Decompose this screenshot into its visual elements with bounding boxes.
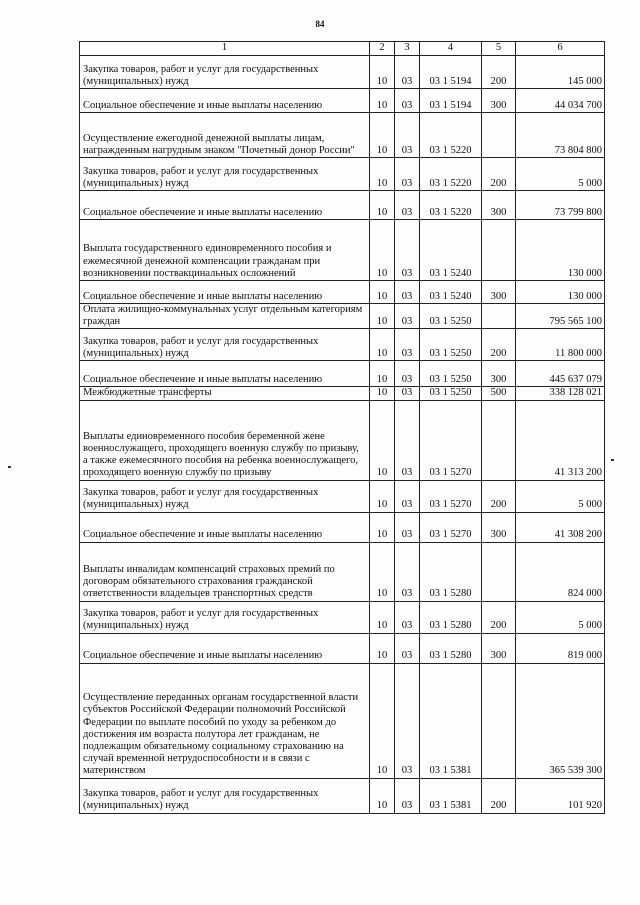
row-col-6: 5 000 bbox=[516, 480, 605, 512]
table-row bbox=[80, 329, 605, 361]
row-col-2: 10 bbox=[370, 633, 395, 663]
row-col-6: 101 920 bbox=[516, 778, 605, 813]
header-col-1: 1 bbox=[80, 42, 370, 56]
row-col-2: 10 bbox=[370, 220, 395, 281]
row-col-5: 300 bbox=[482, 361, 516, 387]
row-col-3: 03 bbox=[395, 387, 420, 400]
row-col-6: 41 313 200 bbox=[516, 400, 605, 480]
table-row bbox=[80, 89, 605, 113]
table-row bbox=[80, 56, 605, 89]
row-description: Закупка товаров, работ и услуг для государственных (муниципальных) нужд bbox=[80, 480, 370, 512]
row-description: Выплата государственного единовременного пособия и ежемесячной денежной компенсации гражданам при возникновении поствакцинальных осложнений bbox=[80, 220, 370, 281]
row-col-5: 200 bbox=[482, 778, 516, 813]
row-col-4: 03 1 5270 bbox=[420, 512, 482, 542]
table-row bbox=[80, 281, 605, 304]
row-col-3: 03 bbox=[395, 542, 420, 601]
row-col-3: 03 bbox=[395, 56, 420, 89]
row-col-2: 10 bbox=[370, 387, 395, 400]
row-col-2: 10 bbox=[370, 512, 395, 542]
header-col-5: 5 bbox=[482, 42, 516, 56]
table-row bbox=[80, 512, 605, 542]
row-col-2: 10 bbox=[370, 778, 395, 813]
row-description: Социальное обеспечение и иные выплаты населению bbox=[80, 191, 370, 220]
table-row bbox=[80, 158, 605, 191]
row-col-5: 200 bbox=[482, 480, 516, 512]
row-col-6: 11 800 000 bbox=[516, 329, 605, 361]
row-col-6: 130 000 bbox=[516, 220, 605, 281]
row-col-6: 819 000 bbox=[516, 633, 605, 663]
row-col-3: 03 bbox=[395, 400, 420, 480]
row-col-4: 03 1 5250 bbox=[420, 304, 482, 329]
row-col-6: 44 034 700 bbox=[516, 89, 605, 113]
row-col-4: 03 1 5250 bbox=[420, 361, 482, 387]
table-row bbox=[80, 663, 605, 778]
row-col-2: 10 bbox=[370, 281, 395, 304]
row-col-3: 03 bbox=[395, 480, 420, 512]
header-col-4: 4 bbox=[420, 42, 482, 56]
budget-table-container bbox=[79, 41, 605, 814]
row-col-5 bbox=[482, 542, 516, 601]
row-col-2: 10 bbox=[370, 89, 395, 113]
header-col-6: 6 bbox=[516, 42, 605, 56]
row-description: Выплаты инвалидам компенсаций страховых премий по договорам обязательного страхования гражданской ответственности владельцев транспортных средств bbox=[80, 542, 370, 601]
budget-table bbox=[79, 41, 605, 814]
table-row bbox=[80, 361, 605, 387]
page-number: 84 bbox=[315, 19, 325, 29]
row-col-5 bbox=[482, 113, 516, 158]
row-col-3: 03 bbox=[395, 89, 420, 113]
row-col-4: 03 1 5280 bbox=[420, 601, 482, 633]
row-col-4: 03 1 5270 bbox=[420, 400, 482, 480]
row-col-3: 03 bbox=[395, 778, 420, 813]
row-col-4: 03 1 5280 bbox=[420, 542, 482, 601]
row-col-2: 10 bbox=[370, 663, 395, 778]
row-col-4: 03 1 5220 bbox=[420, 191, 482, 220]
header-col-3: 3 bbox=[395, 42, 420, 56]
row-col-4: 03 1 5270 bbox=[420, 480, 482, 512]
row-col-4: 03 1 5240 bbox=[420, 220, 482, 281]
row-col-3: 03 bbox=[395, 220, 420, 281]
row-description: Закупка товаров, работ и услуг для государственных (муниципальных) нужд bbox=[80, 158, 370, 191]
row-col-5: 200 bbox=[482, 158, 516, 191]
row-col-2: 10 bbox=[370, 158, 395, 191]
table-row bbox=[80, 601, 605, 633]
row-col-6: 5 000 bbox=[516, 158, 605, 191]
row-col-6: 73 799 800 bbox=[516, 191, 605, 220]
row-col-6: 795 565 100 bbox=[516, 304, 605, 329]
row-description: Социальное обеспечение и иные выплаты населению bbox=[80, 361, 370, 387]
scan-mark bbox=[8, 466, 11, 468]
table-row bbox=[80, 542, 605, 601]
row-col-4: 03 1 5250 bbox=[420, 329, 482, 361]
table-header-row bbox=[80, 42, 605, 56]
table-row bbox=[80, 387, 605, 400]
table-row bbox=[80, 400, 605, 480]
row-col-3: 03 bbox=[395, 158, 420, 191]
row-description: Социальное обеспечение и иные выплаты населению bbox=[80, 89, 370, 113]
row-col-3: 03 bbox=[395, 633, 420, 663]
row-col-3: 03 bbox=[395, 601, 420, 633]
row-col-6: 145 000 bbox=[516, 56, 605, 89]
row-description: Социальное обеспечение и иные выплаты населению bbox=[80, 512, 370, 542]
header-col-2: 2 bbox=[370, 42, 395, 56]
row-col-5 bbox=[482, 220, 516, 281]
table-row bbox=[80, 304, 605, 329]
row-col-3: 03 bbox=[395, 329, 420, 361]
row-description: Осуществление переданных органам государственной власти субъектов Российской Федерации полномочий Российской Федерации по выплате пособий по уходу за ребенком до достижения им возраста полутора лет гражданам, не подлежащим обязательному социальному страхованию на случай временной нетрудоспособности и в связи с материнством bbox=[80, 663, 370, 778]
table-row bbox=[80, 191, 605, 220]
row-col-2: 10 bbox=[370, 56, 395, 89]
row-col-5: 300 bbox=[482, 89, 516, 113]
row-description: Социальное обеспечение и иные выплаты населению bbox=[80, 281, 370, 304]
row-col-6: 73 804 800 bbox=[516, 113, 605, 158]
row-description: Оплата жилищно-коммунальных услуг отдельным категориям граждан bbox=[80, 304, 370, 329]
row-col-6: 130 000 bbox=[516, 281, 605, 304]
row-col-6: 824 000 bbox=[516, 542, 605, 601]
row-col-5: 200 bbox=[482, 329, 516, 361]
row-col-6: 338 128 021 bbox=[516, 387, 605, 400]
row-description: Выплаты единовременного пособия беременной жене военнослужащего, проходящего военную службу по призыву, а также ежемесячного пособия на ребенка военнослужащего, проходящего военную службу по призыву bbox=[80, 400, 370, 480]
row-col-5 bbox=[482, 400, 516, 480]
row-description: Социальное обеспечение и иные выплаты населению bbox=[80, 633, 370, 663]
row-description: Закупка товаров, работ и услуг для государственных (муниципальных) нужд bbox=[80, 601, 370, 633]
row-col-3: 03 bbox=[395, 281, 420, 304]
row-col-6: 5 000 bbox=[516, 601, 605, 633]
row-col-2: 10 bbox=[370, 329, 395, 361]
table-row bbox=[80, 633, 605, 663]
row-col-4: 03 1 5220 bbox=[420, 158, 482, 191]
row-col-6: 445 637 079 bbox=[516, 361, 605, 387]
table-row bbox=[80, 113, 605, 158]
row-col-5: 200 bbox=[482, 601, 516, 633]
row-col-5: 200 bbox=[482, 56, 516, 89]
row-col-5: 300 bbox=[482, 281, 516, 304]
row-col-2: 10 bbox=[370, 480, 395, 512]
row-col-5: 300 bbox=[482, 512, 516, 542]
row-col-2: 10 bbox=[370, 542, 395, 601]
table-body bbox=[80, 56, 605, 814]
row-col-5 bbox=[482, 663, 516, 778]
row-col-2: 10 bbox=[370, 400, 395, 480]
table-row bbox=[80, 778, 605, 813]
row-col-2: 10 bbox=[370, 361, 395, 387]
row-col-4: 03 1 5381 bbox=[420, 663, 482, 778]
row-col-5: 300 bbox=[482, 633, 516, 663]
row-col-3: 03 bbox=[395, 191, 420, 220]
row-col-4: 03 1 5194 bbox=[420, 56, 482, 89]
row-col-5 bbox=[482, 304, 516, 329]
row-description: Осуществление ежегодной денежной выплаты лицам, награжденным нагрудным знаком "Почетный донор России" bbox=[80, 113, 370, 158]
row-col-4: 03 1 5220 bbox=[420, 113, 482, 158]
row-col-4: 03 1 5194 bbox=[420, 89, 482, 113]
row-col-2: 10 bbox=[370, 601, 395, 633]
row-description: Закупка товаров, работ и услуг для государственных (муниципальных) нужд bbox=[80, 329, 370, 361]
row-description: Закупка товаров, работ и услуг для государственных (муниципальных) нужд bbox=[80, 778, 370, 813]
row-description: Межбюджетные трансферты bbox=[80, 387, 370, 400]
row-col-5: 300 bbox=[482, 191, 516, 220]
row-col-3: 03 bbox=[395, 113, 420, 158]
row-col-2: 10 bbox=[370, 304, 395, 329]
row-col-4: 03 1 5250 bbox=[420, 387, 482, 400]
row-col-6: 41 308 200 bbox=[516, 512, 605, 542]
row-col-3: 03 bbox=[395, 663, 420, 778]
row-col-4: 03 1 5240 bbox=[420, 281, 482, 304]
row-col-4: 03 1 5381 bbox=[420, 778, 482, 813]
row-col-3: 03 bbox=[395, 304, 420, 329]
row-col-3: 03 bbox=[395, 361, 420, 387]
row-col-6: 365 539 300 bbox=[516, 663, 605, 778]
row-description: Закупка товаров, работ и услуг для государственных (муниципальных) нужд bbox=[80, 56, 370, 89]
row-col-4: 03 1 5280 bbox=[420, 633, 482, 663]
row-col-2: 10 bbox=[370, 113, 395, 158]
scan-mark bbox=[611, 459, 614, 461]
table-row bbox=[80, 480, 605, 512]
row-col-5: 500 bbox=[482, 387, 516, 400]
row-col-2: 10 bbox=[370, 191, 395, 220]
row-col-3: 03 bbox=[395, 512, 420, 542]
table-row bbox=[80, 220, 605, 281]
